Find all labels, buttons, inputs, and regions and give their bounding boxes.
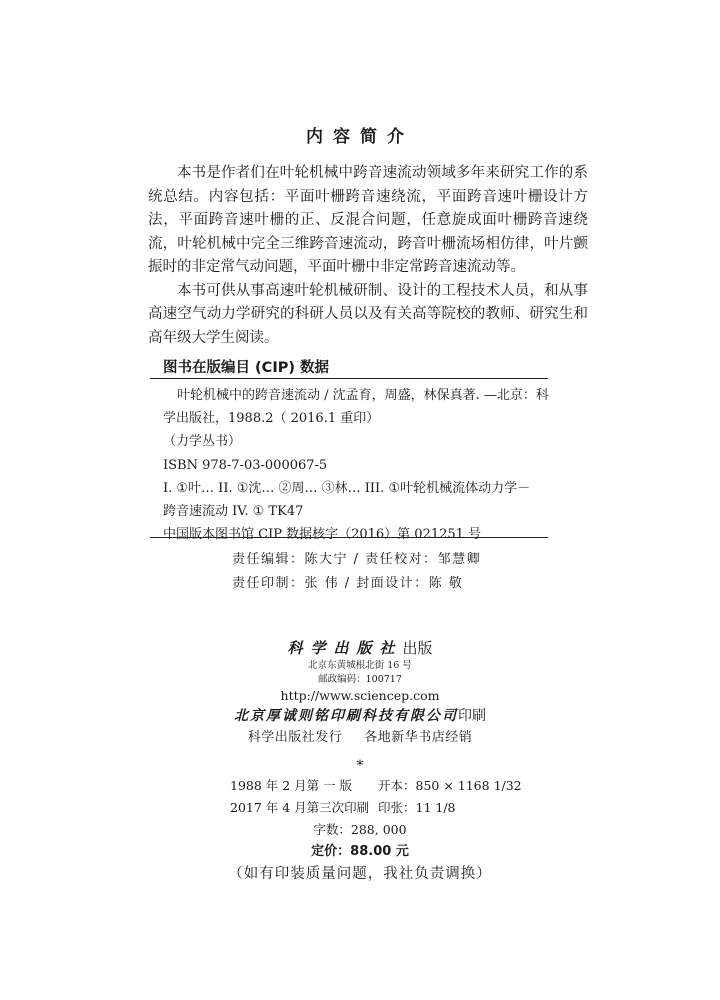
- summary-title: 内容简介: [306, 127, 414, 147]
- cip-line: 学出版社，1988.2（ 2016.1 重印）: [163, 411, 380, 427]
- publisher-url: http://www.sciencep.com: [280, 688, 440, 703]
- sellers: 各地新华书店经销: [364, 730, 473, 745]
- cip-line: I. ①叶… II. ①沈… ②周… ③林… III. ①叶轮机械流体动力学－: [163, 480, 531, 496]
- edition-row: [0, 841, 720, 863]
- publisher-name: [0, 637, 720, 659]
- word-count: 字数：288, 000: [313, 822, 407, 837]
- edition-row: [0, 863, 720, 885]
- cip-top-rule: [150, 378, 548, 379]
- cip-line: 跨音速流动 IV. ① TK47: [163, 504, 304, 520]
- edition-row: [0, 819, 720, 841]
- cip-data-block: [163, 384, 555, 546]
- summary-paragraph: 本书可供从事高速叶轮机械研制、设计的工程技术人员，和从事高速空气动力学研究的科研人员以及有关高等院校的教师、研究生和高年级大学生阅读。: [148, 282, 588, 346]
- quality-notice: （如有印装质量问题，我社负责调换）: [228, 866, 492, 882]
- cip-line: 叶轮机械中的跨音速流动 / 沈孟育，周盛，林保真著. —北京：科: [177, 388, 549, 403]
- cip-bottom-rule: [150, 537, 548, 538]
- edition-row: [0, 775, 720, 797]
- third-printing: 2017 年 4 月第三次印刷: [230, 800, 370, 815]
- cip-line: 中国版本图书馆 CIP 数据核字（2016）第 021251 号: [163, 527, 482, 543]
- book-format: 开本：850 × 1168 1/32: [378, 778, 522, 793]
- cip-line: （力学丛书）: [163, 434, 242, 450]
- first-edition: 1988 年 2 月第 一 版: [230, 778, 353, 793]
- summary-text: [148, 162, 588, 350]
- publisher-postcode: 邮政编码：100717: [318, 674, 402, 685]
- distributor: 科学出版社发行: [247, 730, 343, 745]
- edition-row: [0, 797, 720, 819]
- editor-row: 责任编辑：陈大宁 / 责任校对：邹慧卿: [232, 552, 482, 567]
- cip-heading: 图书在版编目 (CIP) 数据: [163, 360, 330, 376]
- summary-paragraph: 本书是作者们在叶轮机械中跨音速流动领域多年来研究工作的系统总结。内容包括：平面叶栅跨音速绕流，平面跨音速叶栅设计方法，平面跨音速叶栅的正、反混合问题，任意旋成面叶栅跨音速绕流，叶轮机械中完全三维跨音速流动，跨音叶栅流场相仿律，叶片颤振时的非定常气动问题，平面叶栅中非定常跨音速流动等。: [148, 165, 588, 275]
- edition-block: [0, 775, 720, 885]
- editors-credits: [232, 548, 481, 596]
- printer-logo-text: 北京厚诚则铭印刷科技有限公司: [234, 708, 458, 724]
- publisher-logo-text: 科学出版社: [287, 639, 403, 657]
- separator-star: *: [356, 758, 364, 774]
- price: 定价：88.00 元: [311, 844, 409, 859]
- cip-line: ISBN 978-7-03-000067-5: [163, 457, 328, 473]
- publisher-address: 北京东黄城根北街 16 号: [308, 660, 412, 671]
- publisher-name-suffix: 出版: [402, 639, 433, 657]
- distribution-line: [0, 727, 720, 749]
- editor-row: 责任印制：张 伟 / 封面设计：陈 敬: [232, 576, 464, 591]
- printer-name: [0, 705, 720, 727]
- publisher-block: [0, 637, 720, 775]
- printer-suffix: 印刷: [458, 708, 486, 724]
- print-sheets: 印张：11 1/8: [378, 800, 456, 815]
